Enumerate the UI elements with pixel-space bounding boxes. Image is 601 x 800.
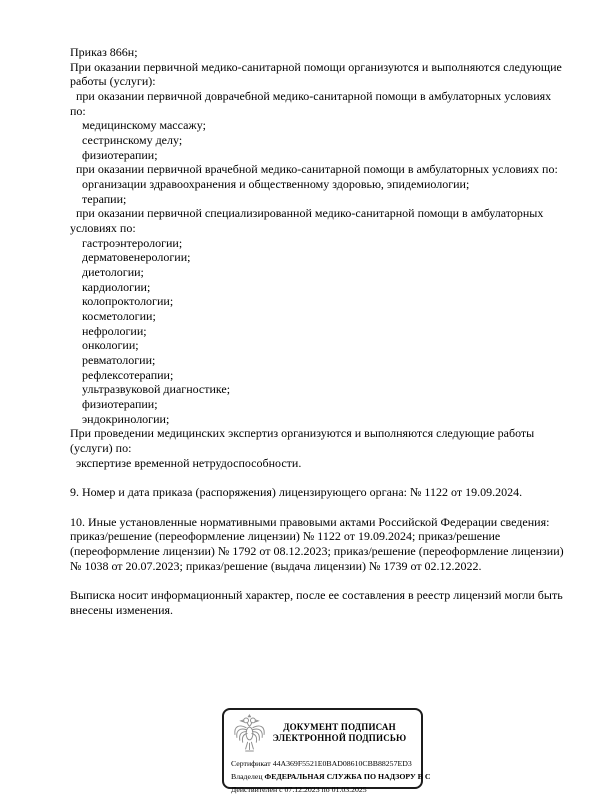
text-line: терапии; bbox=[70, 191, 127, 206]
text-line: колопроктологии; bbox=[70, 294, 174, 309]
document-body bbox=[70, 45, 575, 617]
text-line: гастроэнтерологии; bbox=[70, 235, 183, 250]
certificate-label: Сертификат bbox=[231, 759, 271, 768]
text-line: 10. Иные установленные нормативными правовыми актами Российской Федерации сведения: bbox=[70, 514, 550, 529]
text-line: физиотерапии; bbox=[70, 147, 158, 162]
stamp-title bbox=[266, 722, 415, 745]
text-line bbox=[70, 470, 575, 485]
certificate-value: 44A369F5521E0BAD08610CBB88257ED3 bbox=[272, 759, 412, 768]
text-line: приказ/решение (переоформление лицензии) № 1122 от 19.09.2024; приказ/решение bbox=[70, 529, 501, 544]
text-line: при оказании первичной врачебной медико-санитарной помощи в амбулаторных условиях по: bbox=[70, 162, 558, 177]
text-line: экспертизе временной нетрудоспособности. bbox=[70, 455, 302, 470]
text-line: по: bbox=[70, 103, 86, 118]
text-line: ревматологии; bbox=[70, 353, 156, 368]
double-headed-eagle-icon bbox=[233, 713, 266, 754]
text-line: нефрологии; bbox=[70, 323, 147, 338]
text-line: (переоформление лицензии) № 1792 от 08.12.2023; приказ/решение (переоформление лицензии) bbox=[70, 543, 564, 558]
text-line: внесены изменения. bbox=[70, 602, 174, 617]
validity-line bbox=[231, 783, 421, 796]
text-line bbox=[70, 573, 575, 588]
text-line: косметологии; bbox=[70, 309, 156, 324]
text-line: 9. Номер и дата приказа (распоряжения) лицензирующего органа: № 1122 от 19.09.2024. bbox=[70, 485, 523, 500]
owner-label: Владелец bbox=[231, 772, 263, 781]
text-line: рефлексотерапии; bbox=[70, 367, 174, 382]
text-line: работы (услуги): bbox=[70, 74, 156, 89]
text-line: Выписка носит информационный характер, после ее составления в реестр лицензий могли быть bbox=[70, 587, 563, 602]
stamp-details bbox=[224, 754, 431, 796]
signature-stamp bbox=[222, 708, 431, 794]
text-line: организации здравоохранения и общественному здоровью, эпидемиологии; bbox=[70, 177, 470, 192]
text-line: (услуги) по: bbox=[70, 441, 132, 456]
text-line: при оказании первичной доврачебной медико-санитарной помощи в амбулаторных условиях bbox=[70, 89, 552, 104]
text-line: № 1038 от 20.07.2023; приказ/решение (выдача лицензии) № 1739 от 02.12.2022. bbox=[70, 558, 482, 573]
text-line: При оказании первичной медико-санитарной помощи организуются и выполняются следующие bbox=[70, 59, 562, 74]
text-line: Приказ 866н; bbox=[70, 45, 138, 59]
text-line: сестринскому делу; bbox=[70, 133, 183, 148]
stamp-title-line1: ДОКУМЕНТ ПОДПИСАН bbox=[283, 721, 396, 732]
certificate-line bbox=[231, 757, 421, 770]
validity-text: Действителен с 07.12.2023 по 01.03.2025 bbox=[231, 785, 367, 794]
text-line: физиотерапии; bbox=[70, 397, 158, 412]
text-line: кардиологии; bbox=[70, 279, 151, 294]
text-line: При проведении медицинских экспертиз организуются и выполняются следующие работы bbox=[70, 426, 535, 441]
stamp-title-line2: ЭЛЕКТРОННОЙ ПОДПИСЬЮ bbox=[272, 733, 407, 743]
owner-line bbox=[231, 770, 431, 783]
text-line: при оказании первичной специализированной медико-санитарной помощи в амбулаторных bbox=[70, 206, 544, 221]
stamp-header bbox=[224, 710, 421, 754]
text-line: ультразвуковой диагностике; bbox=[70, 382, 231, 397]
text-line: диетологии; bbox=[70, 265, 144, 280]
text-line bbox=[70, 500, 575, 515]
owner-value: ФЕДЕРАЛЬНАЯ СЛУЖБА ПО НАДЗОРУ В С bbox=[264, 772, 431, 781]
text-line: дерматовенерологии; bbox=[70, 250, 191, 265]
text-line: медицинскому массажу; bbox=[70, 118, 206, 133]
text-line: онкологии; bbox=[70, 338, 139, 353]
text-line: условиях по: bbox=[70, 221, 136, 236]
text-line: эндокринологии; bbox=[70, 411, 170, 426]
